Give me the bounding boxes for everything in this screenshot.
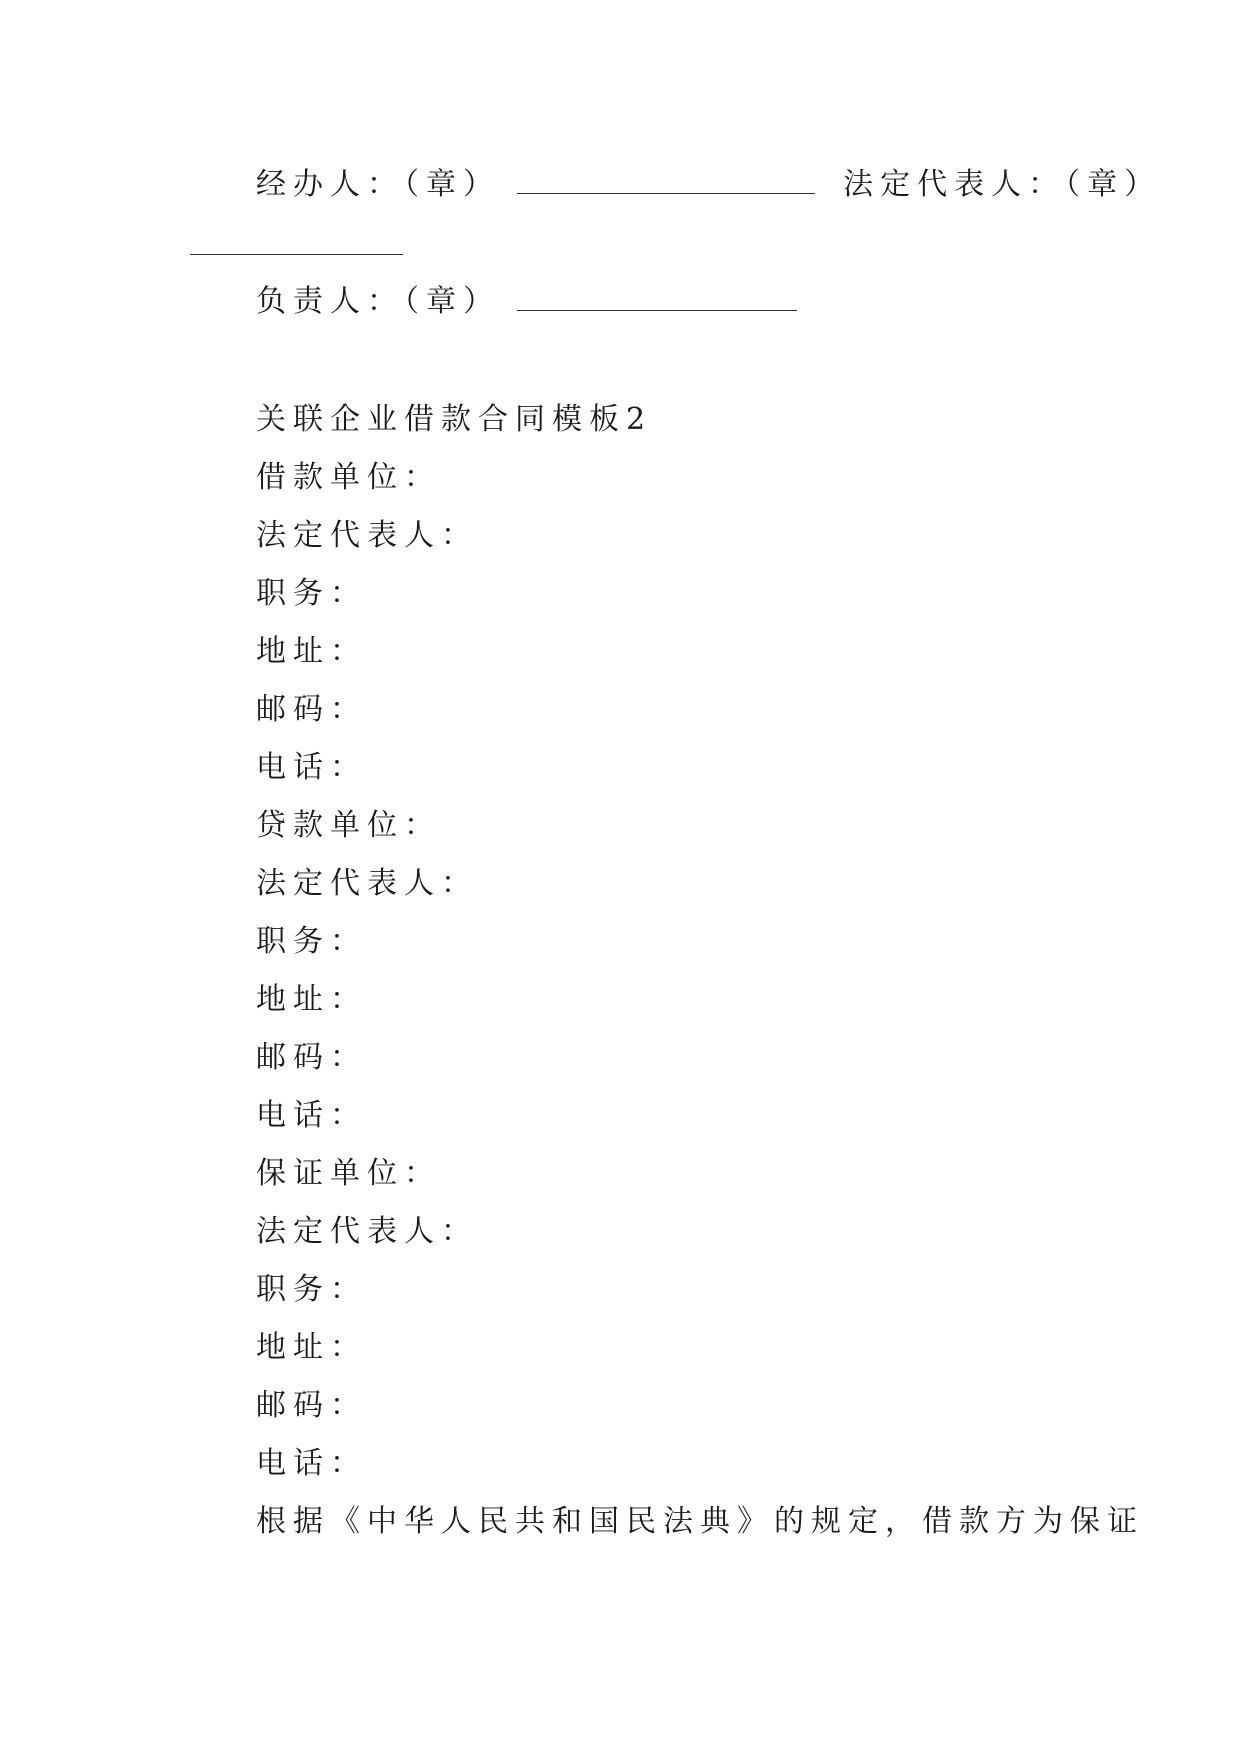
- responsible-label: 负责人：（章）: [256, 284, 500, 319]
- borrower-position: 职务：: [256, 576, 367, 611]
- borrower-postcode: 邮码：: [256, 692, 367, 727]
- signature-row-1: [256, 165, 1161, 205]
- legal-rep-signature-line: [190, 254, 403, 255]
- borrower-unit: 借款单位：: [256, 460, 441, 495]
- responsible-signature-line: [517, 282, 797, 311]
- signature-row-2: [256, 282, 797, 322]
- guarantor-postcode: 邮码：: [256, 1388, 367, 1423]
- guarantor-address: 地址：: [256, 1330, 367, 1365]
- body-paragraph: 根据《中华人民共和国民法典》的规定，借款方为保证: [256, 1504, 1144, 1539]
- lender-address: 地址：: [256, 982, 367, 1017]
- borrower-legal-rep: 法定代表人：: [256, 518, 478, 553]
- handler-signature-line: [517, 165, 815, 194]
- guarantor-unit: 保证单位：: [256, 1156, 441, 1191]
- borrower-address: 地址：: [256, 634, 367, 669]
- lender-position: 职务：: [256, 924, 367, 959]
- lender-legal-rep: 法定代表人：: [256, 866, 478, 901]
- handler-label: 经办人：（章）: [256, 167, 500, 202]
- guarantor-position: 职务：: [256, 1272, 367, 1307]
- lender-postcode: 邮码：: [256, 1040, 367, 1075]
- document-title: 关联企业借款合同模板2: [256, 402, 653, 437]
- legal-rep-signature-label: 法定代表人：（章）: [843, 167, 1162, 202]
- guarantor-legal-rep: 法定代表人：: [256, 1214, 478, 1249]
- borrower-phone: 电话：: [256, 750, 367, 785]
- guarantor-phone: 电话：: [256, 1446, 367, 1481]
- lender-phone: 电话：: [256, 1098, 367, 1133]
- lender-unit: 贷款单位：: [256, 808, 441, 843]
